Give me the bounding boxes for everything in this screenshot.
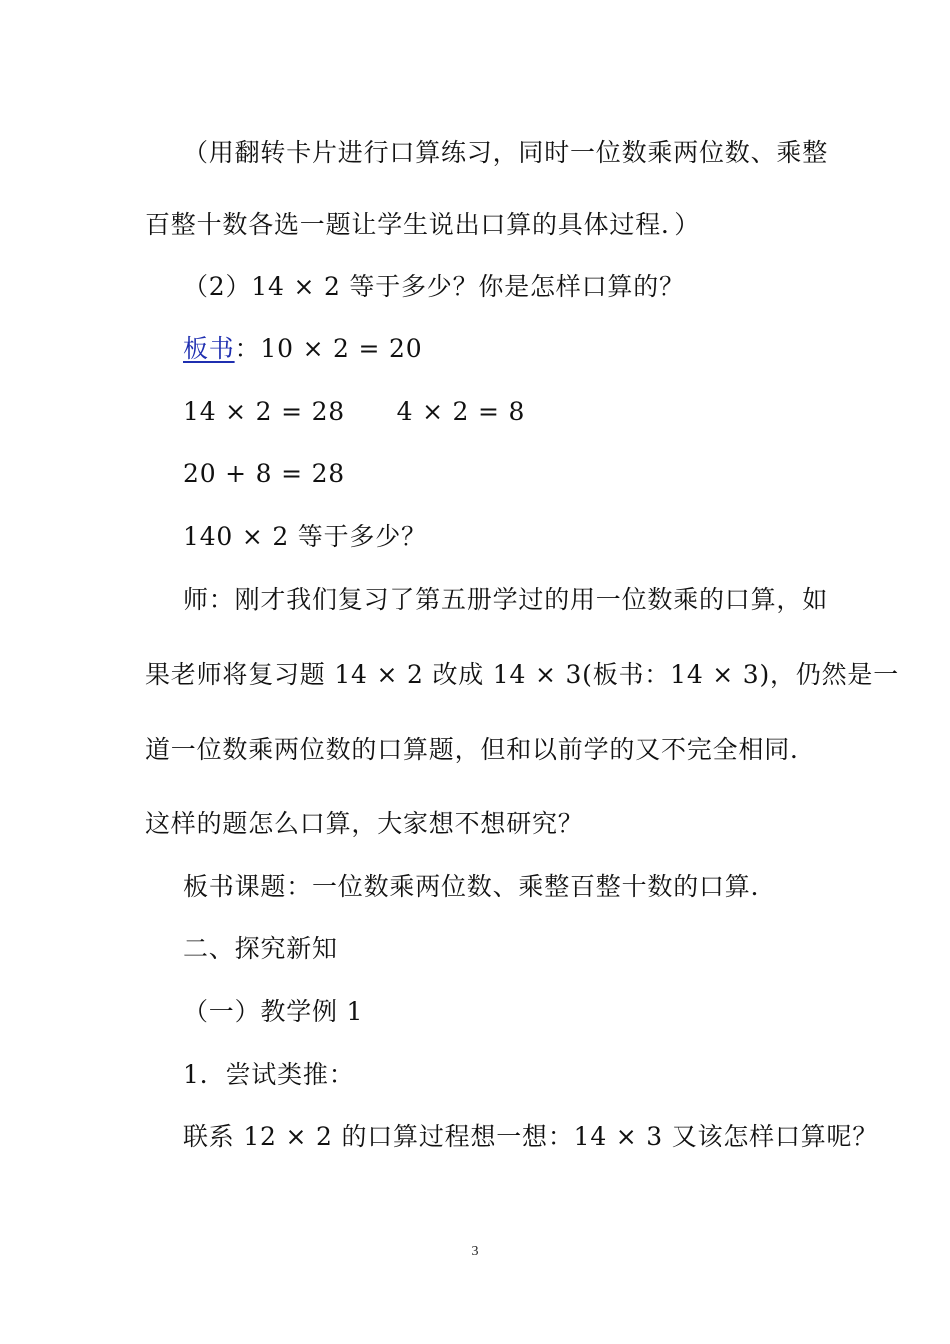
text-line-8: 师：刚才我们复习了第五册学过的用一位数乘的口算，如 <box>183 585 829 614</box>
board-equation: ：10 × 2 = 20 <box>234 334 423 363</box>
section-heading: 二、探究新知 <box>183 934 338 963</box>
text-line-16: 联系 12 × 2 的口算过程想一想：14 × 3 又该怎样口算呢？ <box>183 1122 879 1151</box>
board-line <box>183 333 422 365</box>
text-line-11: 这样的题怎么口算，大家想不想研究？ <box>145 809 584 838</box>
page-number: 3 <box>471 1244 479 1259</box>
board-link[interactable]: 板书 <box>183 334 235 363</box>
text-line-2: 百整十数各选一题让学生说出口算的具体过程．） <box>145 210 701 239</box>
text-line-3: （2）14 × 2 等于多少？你是怎样口算的？ <box>183 272 685 301</box>
step-heading: 1．尝试类推： <box>183 1060 355 1089</box>
subsection-heading: （一）教学例 1 <box>183 997 364 1026</box>
text-line-9: 果老师将复习题 14 × 2 改成 14 × 3(板书：14 × 3)，仍然是一 <box>145 660 900 689</box>
text-line-5: 14 × 2 = 28 4 × 2 = 8 <box>183 397 526 426</box>
text-line-6: 20 + 8 = 28 <box>183 459 346 488</box>
text-line-7: 140 × 2 等于多少？ <box>183 522 427 551</box>
text-line-12: 板书课题：一位数乘两位数、乘整百整十数的口算． <box>183 872 777 901</box>
text-line-10: 道一位数乘两位数的口算题，但和以前学的又不完全相同． <box>145 735 816 764</box>
text-line-1: （用翻转卡片进行口算练习，同时一位数乘两位数、乘整 <box>183 138 829 167</box>
